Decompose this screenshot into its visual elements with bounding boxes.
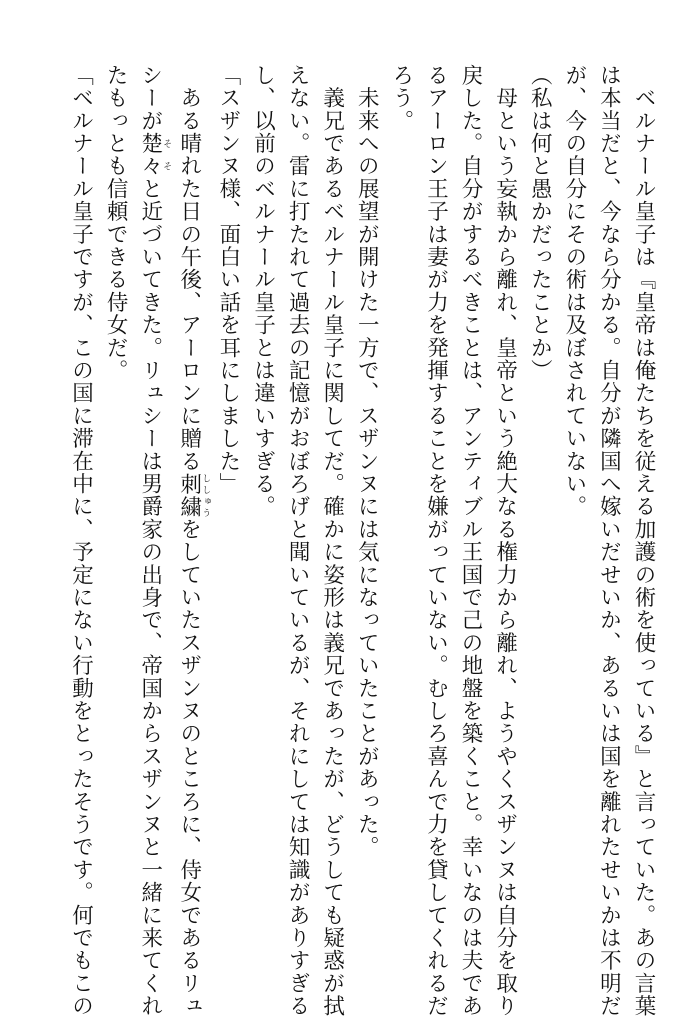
text-line: ろう。 — [388, 64, 414, 133]
text-line: は本当だと、今なら分かる。自分が隣国へ嫁いだせいか、あるいは国を離れたせいかは不明だ — [596, 64, 622, 1017]
text-segment: ある晴れた日の午後、アーロンに贈る — [176, 64, 202, 473]
ruby-base: 刺繍 — [176, 472, 202, 519]
text-line: 戻した。自分がするべきことは、アンティブル王国で己の地盤を築くこと。幸いなのは夫であ — [458, 64, 484, 1017]
ruby-shishuu — [176, 472, 211, 519]
text-line: （私は何と愚かだったことか） — [527, 64, 553, 382]
text-line: 未来への展望が開けた一方で、スザンヌには気になっていたことがあった。 — [354, 64, 380, 859]
ruby-reading: そそ — [161, 132, 172, 178]
text-line: たもっとも信頼できる侍女だ。 — [103, 64, 129, 382]
text-line: が、今の自分にその術は及ぼされていない。 — [561, 64, 587, 518]
text-line: 母という妄執から離れ、皇帝という絶大なる権力から離れ、ようやくスザンヌは自分を取り — [492, 64, 518, 1017]
text-line: 義兄であるベルナール皇子に関してだ。確かに姿形は義兄であったが、どうしても疑惑が拭 — [319, 64, 345, 1017]
text-line: 「スザンヌ様、面白い話を耳にしました」 — [215, 64, 241, 496]
text-segment: をしていたスザンヌのところに、侍女であるリュ — [176, 518, 202, 1017]
body-text — [63, 64, 660, 1017]
text-line: し、以前のベルナール皇子とは違いすぎる。 — [250, 64, 276, 518]
ruby-base: 楚々 — [137, 132, 163, 178]
text-line: 「ベルナール皇子ですが、この国に滞在中に、予定にない行動をとったそうです。何でもこの — [68, 64, 94, 1017]
ruby-reading: ししゅう — [200, 472, 211, 519]
text-segment: シーが — [137, 64, 163, 133]
text-line: るアーロン王子は妻が力を発揮することを嫌がっていない。むしろ喜んで力を貸してくれるだ — [423, 64, 449, 1017]
text-line — [171, 64, 211, 1017]
text-line — [132, 64, 172, 1017]
text-line: ベルナール皇子は『皇帝は俺たちを従える加護の術を使っている』と言っていた。あの言葉 — [631, 64, 656, 1017]
text-segment: と近づいてきた。リュシーは男爵家の出身で、帝国からスザンヌと一緒に来てくれ — [137, 177, 163, 1017]
text-line: えない。雷に打たれて過去の記憶がおぼろげと聞いているが、それにしては知識がありすぎる — [285, 64, 311, 1017]
ruby-soso — [137, 132, 172, 178]
